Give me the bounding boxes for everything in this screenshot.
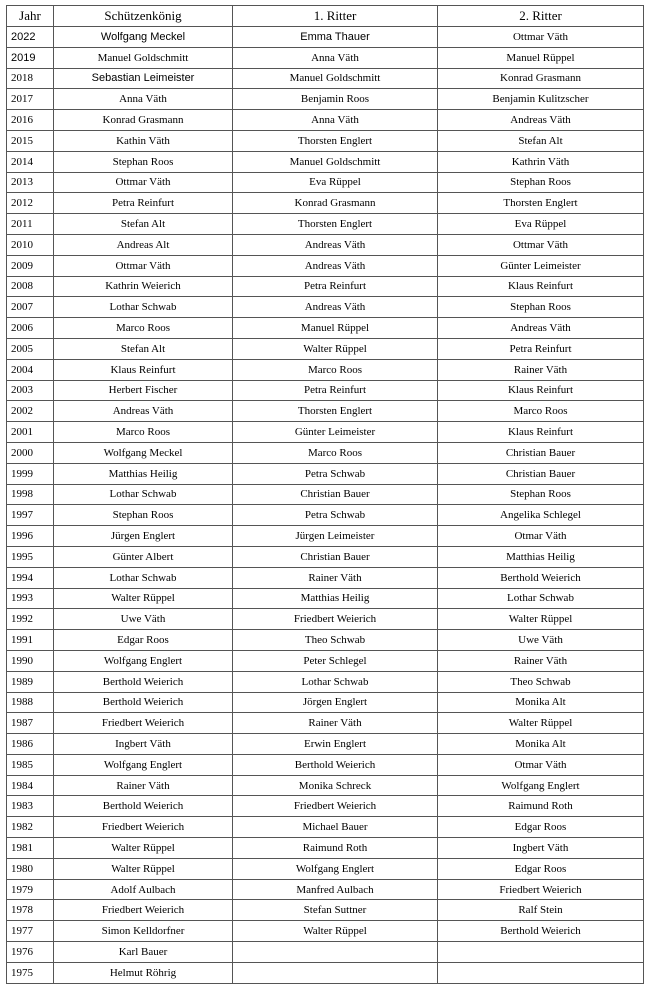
table-row [7,68,644,89]
koenig-cell: Ottmar Väth [54,172,233,193]
koenig-cell: Kathin Väth [54,130,233,151]
table-row [7,338,644,359]
ritter2-cell: Ingbert Väth [438,838,644,859]
year-cell: 1980 [7,858,54,879]
ritter1-cell: Walter Rüppel [233,338,438,359]
ritter2-cell: Kathrin Väth [438,151,644,172]
table-row [7,609,644,630]
koenig-cell: Lothar Schwab [54,297,233,318]
table-row [7,151,644,172]
ritter1-cell: Marco Roos [233,442,438,463]
year-cell: 2002 [7,401,54,422]
table-row [7,318,644,339]
ritter1-cell: Friedbert Weierich [233,796,438,817]
koenig-cell: Klaus Reinfurt [54,359,233,380]
table-row [7,359,644,380]
ritter2-cell: Klaus Reinfurt [438,380,644,401]
year-cell: 1994 [7,567,54,588]
ritter2-cell: Christian Bauer [438,442,644,463]
ritter2-cell: Friedbert Weierich [438,879,644,900]
header-1-ritter: 1. Ritter [233,6,438,27]
ritter2-cell: Theo Schwab [438,671,644,692]
koenig-cell: Helmut Röhrig [54,962,233,983]
ritter1-cell: Monika Schreck [233,775,438,796]
year-cell: 1988 [7,692,54,713]
year-cell: 1989 [7,671,54,692]
year-cell: 1975 [7,962,54,983]
koenig-cell: Edgar Roos [54,630,233,651]
ritter1-cell: Raimund Roth [233,838,438,859]
ritter1-cell: Petra Reinfurt [233,276,438,297]
koenig-cell: Uwe Väth [54,609,233,630]
koenig-cell: Friedbert Weierich [54,713,233,734]
ritter2-cell [438,962,644,983]
koenig-cell: Wolfgang Meckel [54,27,233,48]
koenig-cell: Andreas Väth [54,401,233,422]
koenig-cell: Berthold Weierich [54,692,233,713]
year-cell: 1985 [7,754,54,775]
ritter2-cell: Rainer Väth [438,359,644,380]
koenig-cell: Walter Rüppel [54,838,233,859]
ritter1-cell: Thorsten Englert [233,401,438,422]
ritter1-cell: Petra Schwab [233,505,438,526]
koenig-cell: Adolf Aulbach [54,879,233,900]
table-row [7,796,644,817]
ritter1-cell: Erwin Englert [233,734,438,755]
year-cell: 2018 [7,68,54,89]
ritter1-cell: Rainer Väth [233,567,438,588]
ritter2-cell: Stephan Roos [438,297,644,318]
table-row [7,942,644,963]
year-cell: 2009 [7,255,54,276]
koenig-cell: Stephan Roos [54,505,233,526]
table-row [7,89,644,110]
ritter2-cell: Klaus Reinfurt [438,276,644,297]
ritter2-cell: Otmar Väth [438,526,644,547]
ritter1-cell: Matthias Heilig [233,588,438,609]
ritter1-cell: Andreas Väth [233,234,438,255]
ritter2-cell: Angelika Schlegel [438,505,644,526]
koenig-cell: Matthias Heilig [54,463,233,484]
ritter1-cell [233,942,438,963]
ritter1-cell: Manfred Aulbach [233,879,438,900]
table-row [7,47,644,68]
table-row [7,172,644,193]
ritter1-cell: Michael Bauer [233,817,438,838]
koenig-cell: Jürgen Englert [54,526,233,547]
ritter1-cell: Günter Leimeister [233,422,438,443]
year-cell: 2004 [7,359,54,380]
table-row [7,734,644,755]
year-cell: 2022 [7,27,54,48]
ritter2-cell: Ralf Stein [438,900,644,921]
ritter2-cell: Matthias Heilig [438,546,644,567]
ritter2-cell: Lothar Schwab [438,588,644,609]
year-cell: 2016 [7,110,54,131]
koenig-cell: Wolfgang Meckel [54,442,233,463]
table-row [7,463,644,484]
ritter2-cell: Konrad Grasmann [438,68,644,89]
ritter1-cell: Konrad Grasmann [233,193,438,214]
ritter1-cell: Christian Bauer [233,546,438,567]
year-cell: 2011 [7,214,54,235]
year-cell: 2013 [7,172,54,193]
ritter1-cell: Wolfgang Englert [233,858,438,879]
ritter2-cell: Christian Bauer [438,463,644,484]
koenig-cell: Andreas Alt [54,234,233,255]
table-row [7,422,644,443]
ritter1-cell: Jürgen Leimeister [233,526,438,547]
koenig-cell: Berthold Weierich [54,671,233,692]
koenig-cell: Petra Reinfurt [54,193,233,214]
year-cell: 1992 [7,609,54,630]
ritter2-cell: Thorsten Englert [438,193,644,214]
koenig-cell: Konrad Grasmann [54,110,233,131]
table-row [7,650,644,671]
koenig-cell: Lothar Schwab [54,567,233,588]
table-row [7,817,644,838]
koenig-cell: Friedbert Weierich [54,817,233,838]
header-jahr: Jahr [7,6,54,27]
ritter2-cell: Berthold Weierich [438,921,644,942]
year-cell: 1984 [7,775,54,796]
table-row [7,193,644,214]
ritter2-cell: Monika Alt [438,734,644,755]
ritter2-cell: Rainer Väth [438,650,644,671]
year-cell: 1979 [7,879,54,900]
ritter2-cell: Edgar Roos [438,858,644,879]
koenig-cell: Manuel Goldschmitt [54,47,233,68]
ritter2-cell: Walter Rüppel [438,609,644,630]
koenig-cell: Marco Roos [54,318,233,339]
table-row [7,214,644,235]
ritter1-cell: Petra Schwab [233,463,438,484]
table-row [7,879,644,900]
ritter1-cell: Stefan Suttner [233,900,438,921]
ritter1-cell: Christian Bauer [233,484,438,505]
ritter1-cell: Manuel Goldschmitt [233,151,438,172]
table-row [7,962,644,983]
year-cell: 1990 [7,650,54,671]
ritter2-cell: Benjamin Kulitzscher [438,89,644,110]
ritter2-cell: Andreas Väth [438,110,644,131]
year-cell: 1995 [7,546,54,567]
year-cell: 2005 [7,338,54,359]
koenige-table [6,5,644,984]
ritter1-cell: Anna Väth [233,110,438,131]
ritter2-cell: Ottmar Väth [438,234,644,255]
year-cell: 1991 [7,630,54,651]
ritter1-cell: Anna Väth [233,47,438,68]
table-row [7,401,644,422]
ritter2-cell: Raimund Roth [438,796,644,817]
koenig-cell: Lothar Schwab [54,484,233,505]
year-cell: 1977 [7,921,54,942]
koenig-cell: Stefan Alt [54,338,233,359]
ritter1-cell: Emma Thauer [233,27,438,48]
koenig-cell: Berthold Weierich [54,796,233,817]
ritter1-cell: Benjamin Roos [233,89,438,110]
koenig-cell: Sebastian Leimeister [54,68,233,89]
ritter1-cell: Eva Rüppel [233,172,438,193]
year-cell: 1993 [7,588,54,609]
year-cell: 2014 [7,151,54,172]
ritter2-cell: Petra Reinfurt [438,338,644,359]
table-row [7,546,644,567]
year-cell: 2019 [7,47,54,68]
table-row [7,110,644,131]
koenig-cell: Karl Bauer [54,942,233,963]
koenig-cell: Wolfgang Englert [54,650,233,671]
koenig-cell: Rainer Väth [54,775,233,796]
ritter1-cell: Manuel Rüppel [233,318,438,339]
koenig-cell: Stephan Roos [54,151,233,172]
ritter1-cell: Marco Roos [233,359,438,380]
ritter1-cell: Berthold Weierich [233,754,438,775]
table-row [7,588,644,609]
ritter2-cell: Berthold Weierich [438,567,644,588]
year-cell: 2017 [7,89,54,110]
ritter1-cell: Thorsten Englert [233,130,438,151]
koenig-cell: Günter Albert [54,546,233,567]
ritter2-cell: Stephan Roos [438,484,644,505]
year-cell: 1998 [7,484,54,505]
table-row [7,297,644,318]
table-row [7,671,644,692]
ritter2-cell: Walter Rüppel [438,713,644,734]
koenig-cell: Ottmar Väth [54,255,233,276]
header-schuetzenkoenig: Schützenkönig [54,6,233,27]
header-2-ritter: 2. Ritter [438,6,644,27]
year-cell: 2006 [7,318,54,339]
koenig-cell: Anna Väth [54,89,233,110]
ritter2-cell: Manuel Rüppel [438,47,644,68]
year-cell: 2007 [7,297,54,318]
table-row [7,505,644,526]
table-row [7,858,644,879]
table-row [7,630,644,651]
header-row [7,6,644,27]
ritter1-cell: Peter Schlegel [233,650,438,671]
ritter2-cell: Günter Leimeister [438,255,644,276]
table-row [7,692,644,713]
year-cell: 2008 [7,276,54,297]
table-row [7,380,644,401]
koenig-cell: Friedbert Weierich [54,900,233,921]
koenig-cell: Wolfgang Englert [54,754,233,775]
ritter1-cell: Friedbert Weierich [233,609,438,630]
ritter1-cell: Manuel Goldschmitt [233,68,438,89]
table-row [7,526,644,547]
table-row [7,754,644,775]
year-cell: 2001 [7,422,54,443]
ritter2-cell: Edgar Roos [438,817,644,838]
ritter2-cell: Otmar Väth [438,754,644,775]
ritter1-cell: Jörgen Englert [233,692,438,713]
ritter1-cell: Thorsten Englert [233,214,438,235]
ritter1-cell: Lothar Schwab [233,671,438,692]
year-cell: 2015 [7,130,54,151]
year-cell: 2012 [7,193,54,214]
table-row [7,567,644,588]
koenig-cell: Herbert Fischer [54,380,233,401]
year-cell: 1996 [7,526,54,547]
ritter1-cell: Andreas Väth [233,297,438,318]
table-row [7,234,644,255]
year-cell: 1983 [7,796,54,817]
koenig-cell: Kathrin Weierich [54,276,233,297]
ritter1-cell [233,962,438,983]
table-body [7,27,644,984]
ritter2-cell: Uwe Väth [438,630,644,651]
koenig-cell: Simon Kelldorfner [54,921,233,942]
year-cell: 1986 [7,734,54,755]
ritter2-cell: Klaus Reinfurt [438,422,644,443]
koenig-cell: Walter Rüppel [54,858,233,879]
ritter1-cell: Rainer Väth [233,713,438,734]
ritter1-cell: Andreas Väth [233,255,438,276]
year-cell: 1997 [7,505,54,526]
ritter1-cell: Theo Schwab [233,630,438,651]
koenig-cell: Stefan Alt [54,214,233,235]
table-row [7,255,644,276]
ritter2-cell: Stefan Alt [438,130,644,151]
year-cell: 1982 [7,817,54,838]
table-row [7,442,644,463]
ritter2-cell: Andreas Väth [438,318,644,339]
table-row [7,838,644,859]
ritter1-cell: Petra Reinfurt [233,380,438,401]
koenig-cell: Walter Rüppel [54,588,233,609]
table-row [7,484,644,505]
table-row [7,130,644,151]
koenig-cell: Ingbert Väth [54,734,233,755]
ritter2-cell: Ottmar Väth [438,27,644,48]
year-cell: 2000 [7,442,54,463]
year-cell: 1987 [7,713,54,734]
year-cell: 1981 [7,838,54,859]
ritter2-cell: Monika Alt [438,692,644,713]
year-cell: 2003 [7,380,54,401]
koenig-cell: Marco Roos [54,422,233,443]
ritter2-cell [438,942,644,963]
year-cell: 2010 [7,234,54,255]
table-row [7,775,644,796]
year-cell: 1978 [7,900,54,921]
ritter2-cell: Marco Roos [438,401,644,422]
ritter2-cell: Eva Rüppel [438,214,644,235]
table-row [7,900,644,921]
table-row [7,921,644,942]
ritter2-cell: Wolfgang Englert [438,775,644,796]
ritter2-cell: Stephan Roos [438,172,644,193]
table-row [7,276,644,297]
ritter1-cell: Walter Rüppel [233,921,438,942]
year-cell: 1999 [7,463,54,484]
year-cell: 1976 [7,942,54,963]
table-row [7,713,644,734]
table-row [7,27,644,48]
